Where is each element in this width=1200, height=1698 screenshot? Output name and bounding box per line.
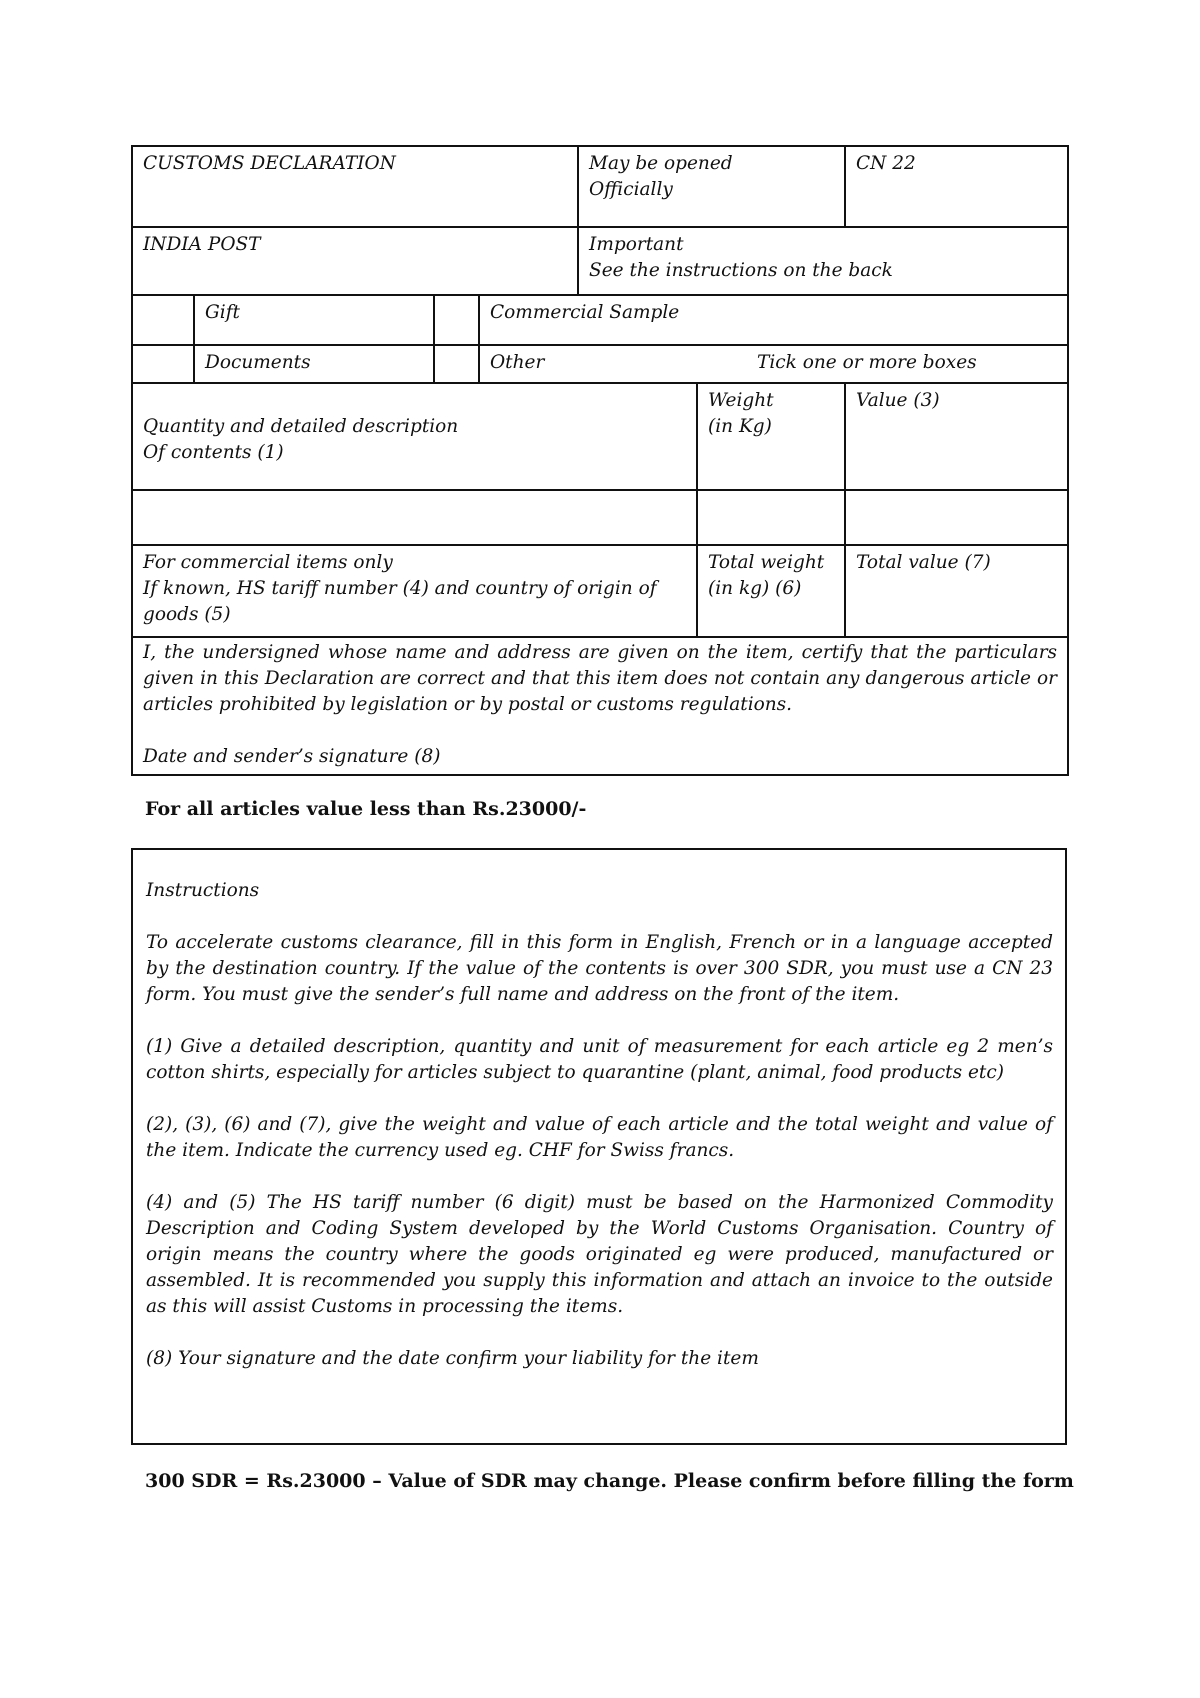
- instructions-heading: Instructions: [146, 880, 260, 901]
- documents-checkbox[interactable]: [132, 345, 194, 383]
- documents-label: Documents: [194, 345, 434, 383]
- customs-declaration-form: [131, 145, 1069, 776]
- important-label: Important: [589, 234, 684, 255]
- other-label: Other: [490, 352, 545, 373]
- description-header: [132, 383, 697, 490]
- instructions-paragraph-1: To accelerate customs clearance, fill in this form in English, French or in a language accepted by the destination country. If the value of the contents is over 300 SDR, you must use a CN 23 form. You must give the sender’s full name and address on the front of the item.: [146, 932, 1053, 1005]
- commercial-sample-label: Commercial Sample: [479, 295, 1068, 345]
- description-header-line2: Of contents (1): [143, 442, 284, 463]
- weight-header: [697, 383, 845, 490]
- form-title: CUSTOMS DECLARATION: [132, 146, 578, 227]
- instructions-paragraph-2: (1) Give a detailed description, quantity and unit of measurement for each article eg 2 men’s cotton shirts, especially for articles subject to quarantine (plant, animal, food products etc): [146, 1036, 1053, 1083]
- weight-header-line1: Weight: [708, 390, 774, 411]
- form-code: CN 22: [845, 146, 1068, 227]
- instructions-paragraph-4: (4) and (5) The HS tariff number (6 digit) must be based on the Harmonized Commodity Description and Coding System developed by the World Customs Organisation. Country of origin means the country where the goods originated eg were produced, manufactured or assembled. It is recommended you supply this information and attach an invoice to the outside as this will assist Customs in processing the items.: [146, 1192, 1053, 1317]
- weight-header-line2: (in Kg): [708, 416, 772, 437]
- gift-checkbox[interactable]: [132, 295, 194, 345]
- instructions-paragraph-3: (2), (3), (6) and (7), give the weight and value of each article and the total weight and value of the item. Indicate the currency used eg. CHF for Swiss francs.: [146, 1114, 1053, 1161]
- officially-label: Officially: [589, 179, 673, 200]
- tick-note: Tick one or more boxes: [757, 352, 977, 373]
- commercial-cell: [132, 545, 697, 637]
- other-checkbox[interactable]: [434, 345, 479, 383]
- instructions-box: [131, 848, 1067, 1445]
- commercial-only-label: For commercial items only: [143, 552, 393, 573]
- important-cell: [578, 227, 1068, 295]
- commercial-sample-checkbox[interactable]: [434, 295, 479, 345]
- certification-cell: [132, 637, 1068, 775]
- instructions-paragraph-5: (8) Your signature and the date confirm your liability for the item: [146, 1348, 759, 1369]
- gift-label: Gift: [194, 295, 434, 345]
- sender-org: INDIA POST: [132, 227, 578, 295]
- total-weight-cell: [697, 545, 845, 637]
- hs-tariff-label: If known, HS tariff number (4) and country of origin of goods (5): [143, 578, 657, 625]
- other-cell: [479, 345, 1068, 383]
- may-be-opened-label: May be opened: [589, 153, 733, 174]
- description-input[interactable]: [132, 490, 697, 545]
- total-weight-line2: (in kg) (6): [708, 578, 802, 599]
- total-weight-line1: Total weight: [708, 552, 825, 573]
- value-header: Value (3): [845, 383, 1068, 490]
- weight-input[interactable]: [697, 490, 845, 545]
- sdr-note: 300 SDR = Rs.23000 – Value of SDR may change. Please confirm before filling the form: [145, 1470, 1074, 1492]
- value-limit-note: For all articles value less than Rs.23000/-: [145, 798, 587, 820]
- instructions-reference: See the instructions on the back: [589, 260, 893, 281]
- may-be-opened-cell: [578, 146, 845, 227]
- value-input[interactable]: [845, 490, 1068, 545]
- total-value-label: Total value (7): [845, 545, 1068, 637]
- signature-label: Date and sender’s signature (8): [143, 746, 441, 767]
- certification-text: I, the undersigned whose name and address are given on the item, certify that the particulars given in this Declaration are correct and that this item does not contain any dangerous article or articles prohibited by legislation or by postal or customs regulations.: [143, 642, 1058, 715]
- description-header-line1: Quantity and detailed description: [143, 416, 459, 437]
